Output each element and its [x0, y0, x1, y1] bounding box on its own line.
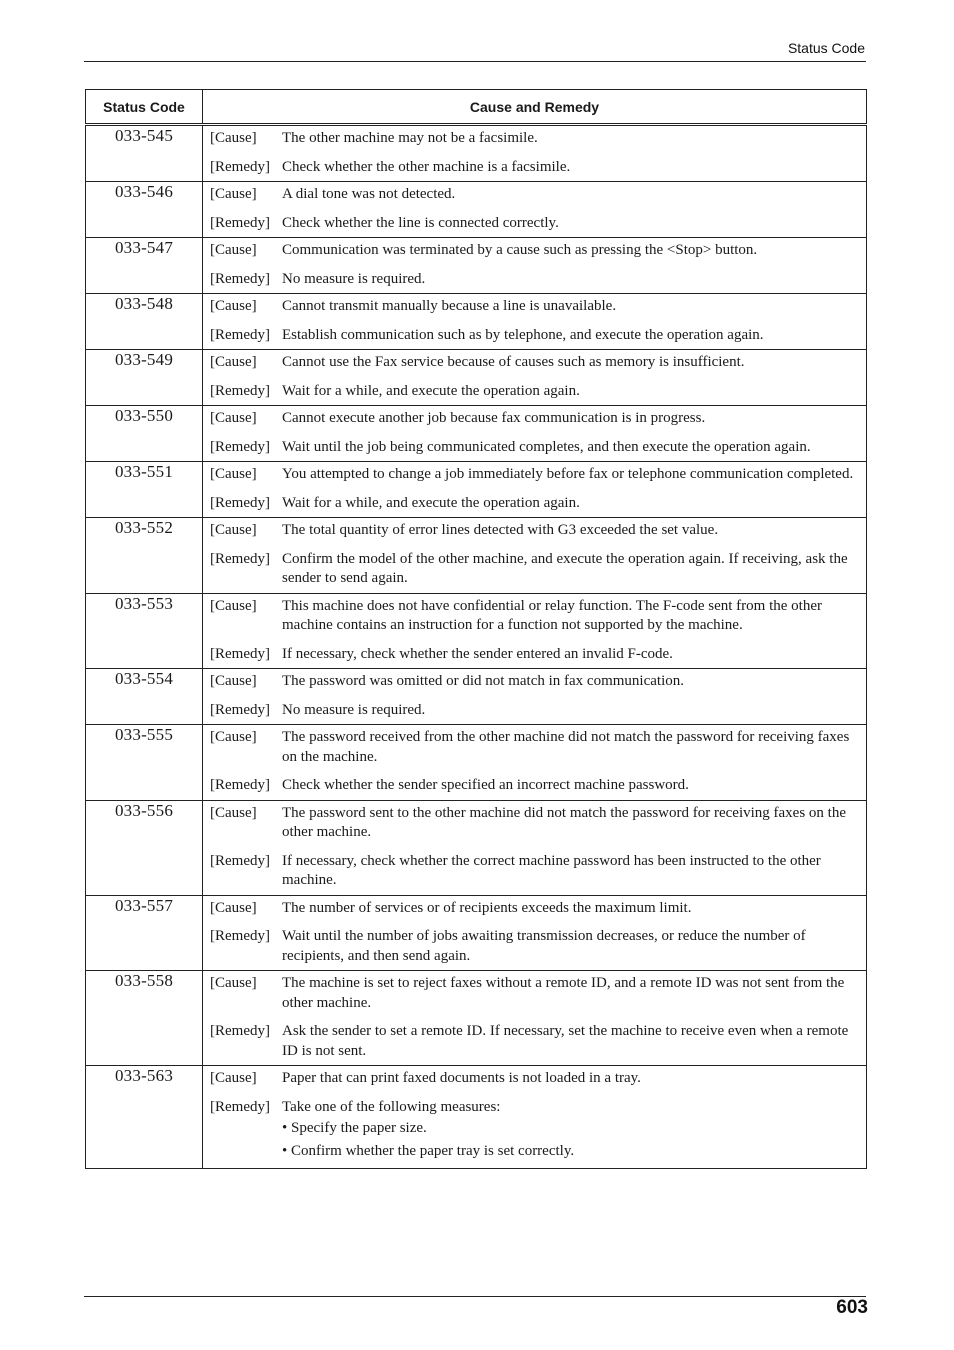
- cause-label: [Cause]: [210, 410, 257, 426]
- remedy-label: [Remedy]: [210, 550, 270, 567]
- footer-rule: [84, 1296, 866, 1297]
- table-header-row: [86, 90, 867, 125]
- remedy-line: [210, 776, 860, 796]
- cause-line: [210, 465, 860, 485]
- cause-label: [Cause]: [210, 1070, 257, 1086]
- cause-label: [Cause]: [210, 522, 257, 538]
- remedy-text: No measure is required.: [282, 270, 426, 287]
- remedy-line: [210, 927, 860, 966]
- status-code: 033-556: [86, 800, 203, 895]
- remedy-line: [210, 852, 860, 891]
- remedy-label: [Remedy]: [210, 928, 270, 944]
- table-row: [86, 518, 867, 594]
- remedy-line: [210, 494, 860, 514]
- cause-text: Cannot execute another job because fax communication is in progress.: [282, 410, 706, 426]
- table-row: [86, 125, 867, 182]
- status-code: 033-550: [86, 406, 203, 462]
- cause-and-remedy-cell: [203, 669, 867, 725]
- cause-text: The other machine may not be a facsimile.: [282, 130, 538, 146]
- remedy-line: [210, 1098, 860, 1165]
- remedy-text: Take one of the following measures:: [282, 1098, 501, 1115]
- table-row: [86, 462, 867, 518]
- cause-and-remedy-cell: [203, 125, 867, 182]
- status-code: 033-547: [86, 238, 203, 294]
- cause-text: Paper that can print faxed documents is not loaded in a tray.: [282, 1070, 641, 1086]
- remedy-line: [210, 214, 860, 234]
- cause-label: [Cause]: [210, 975, 257, 991]
- cause-line: [210, 1069, 860, 1089]
- cause-label: [Cause]: [210, 242, 257, 258]
- remedy-text: No measure is required.: [282, 701, 426, 718]
- remedy-label: [Remedy]: [210, 438, 270, 455]
- table-row: [86, 294, 867, 350]
- cause-line: [210, 672, 860, 692]
- remedy-label: [Remedy]: [210, 270, 270, 287]
- remedy-text: Confirm the model of the other machine, and execute the operation again. If receiving, ask the sender to send again.: [282, 550, 848, 586]
- cause-line: [210, 728, 860, 767]
- table-row: [86, 1066, 867, 1169]
- remedy-line: [210, 270, 860, 290]
- table-row: [86, 593, 867, 669]
- remedy-label: [Remedy]: [210, 326, 270, 343]
- remedy-label: [Remedy]: [210, 701, 270, 718]
- remedy-line: [210, 326, 860, 346]
- remedy-label: [Remedy]: [210, 777, 270, 793]
- remedy-text: If necessary, check whether the sender entered an invalid F-code.: [282, 645, 673, 662]
- remedy-text: If necessary, check whether the correct machine password has been instructed to the other machine.: [282, 852, 821, 888]
- cause-label: [Cause]: [210, 729, 257, 745]
- status-code: 033-557: [86, 895, 203, 971]
- cause-and-remedy-cell: [203, 182, 867, 238]
- cause-line: [210, 804, 860, 843]
- cause-text: Cannot use the Fax service because of causes such as memory is insufficient.: [282, 354, 745, 370]
- cause-and-remedy-cell: [203, 971, 867, 1066]
- cause-and-remedy-cell: [203, 518, 867, 594]
- cause-label: [Cause]: [210, 673, 257, 689]
- status-code: 033-548: [86, 294, 203, 350]
- cause-and-remedy-cell: [203, 1066, 867, 1169]
- cause-and-remedy-cell: [203, 593, 867, 669]
- remedy-label: [Remedy]: [210, 494, 270, 511]
- remedy-line: [210, 550, 860, 589]
- cause-text: The total quantity of error lines detected with G3 exceeded the set value.: [282, 522, 719, 538]
- status-code: 033-549: [86, 350, 203, 406]
- cause-text: The number of services or of recipients exceeds the maximum limit.: [282, 899, 692, 916]
- table-row: [86, 406, 867, 462]
- remedy-line: [210, 438, 860, 458]
- remedy-bullet-item: • Confirm whether the paper tray is set correctly.: [282, 1142, 860, 1162]
- cause-line: [210, 597, 860, 636]
- cause-line: [210, 241, 860, 261]
- cause-label: [Cause]: [210, 298, 257, 314]
- cause-line: [210, 521, 860, 541]
- remedy-text: Wait until the job being communicated completes, and then execute the operation again.: [282, 438, 811, 455]
- status-code: 033-558: [86, 971, 203, 1066]
- remedy-bullet-item: • Specify the paper size.: [282, 1119, 860, 1139]
- remedy-line: [210, 1022, 860, 1061]
- status-code: 033-554: [86, 669, 203, 725]
- table-row: [86, 725, 867, 801]
- cause-text: Communication was terminated by a cause such as pressing the <Stop> button.: [282, 242, 758, 258]
- table-body: [86, 125, 867, 1169]
- status-code: 033-553: [86, 593, 203, 669]
- remedy-label: [Remedy]: [210, 852, 270, 869]
- cause-and-remedy-cell: [203, 800, 867, 895]
- cause-and-remedy-cell: [203, 294, 867, 350]
- table-row: [86, 182, 867, 238]
- cause-label: [Cause]: [210, 899, 257, 916]
- column-header-cause-and-remedy: Cause and Remedy: [203, 90, 867, 125]
- remedy-label: [Remedy]: [210, 1023, 270, 1039]
- remedy-text: Check whether the line is connected correctly.: [282, 214, 559, 231]
- cause-label: [Cause]: [210, 597, 257, 614]
- cause-text: The machine is set to reject faxes without a remote ID, and a remote ID was not sent from the other machine.: [282, 975, 845, 1011]
- cause-line: [210, 974, 860, 1013]
- cause-and-remedy-cell: [203, 238, 867, 294]
- table-row: [86, 238, 867, 294]
- remedy-text: Ask the sender to set a remote ID. If necessary, set the machine to receive even when a remote ID is not sent.: [282, 1023, 849, 1059]
- status-code-table: [85, 89, 867, 1169]
- table-row: [86, 350, 867, 406]
- table-row: [86, 895, 867, 971]
- status-code: 033-551: [86, 462, 203, 518]
- remedy-text: Check whether the other machine is a facsimile.: [282, 158, 571, 175]
- table-row: [86, 800, 867, 895]
- remedy-line: [210, 382, 860, 402]
- remedy-label: [Remedy]: [210, 382, 270, 399]
- cause-line: [210, 297, 860, 317]
- status-code: 033-552: [86, 518, 203, 594]
- cause-label: [Cause]: [210, 354, 257, 370]
- cause-label: [Cause]: [210, 804, 257, 821]
- cause-line: [210, 185, 860, 205]
- remedy-label: [Remedy]: [210, 214, 270, 231]
- cause-text: You attempted to change a job immediately before fax or telephone communication completed.: [282, 466, 854, 482]
- status-code: 033-563: [86, 1066, 203, 1169]
- cause-and-remedy-cell: [203, 406, 867, 462]
- cause-line: [210, 409, 860, 429]
- remedy-bullet-list: [282, 1119, 860, 1161]
- cause-text: This machine does not have confidential or relay function. The F-code sent from the other machine contains an instruction for a function not supported by the machine.: [282, 597, 822, 633]
- cause-text: The password was omitted or did not match in fax communication.: [282, 673, 684, 689]
- cause-text: The password received from the other machine did not match the password for receiving faxes on the machine.: [282, 729, 850, 765]
- cause-and-remedy-cell: [203, 462, 867, 518]
- status-code: 033-546: [86, 182, 203, 238]
- page-number: 603: [836, 1297, 868, 1318]
- column-header-status-code: Status Code: [86, 90, 203, 125]
- running-header-title: Status Code: [787, 40, 865, 56]
- cause-and-remedy-cell: [203, 350, 867, 406]
- header-rule: [84, 61, 866, 62]
- cause-line: [210, 129, 860, 149]
- cause-label: [Cause]: [210, 186, 257, 202]
- cause-text: A dial tone was not detected.: [282, 186, 456, 202]
- remedy-text: Wait for a while, and execute the operation again.: [282, 494, 580, 511]
- table-row: [86, 669, 867, 725]
- cause-line: [210, 353, 860, 373]
- remedy-label: [Remedy]: [210, 645, 270, 662]
- status-code: 033-555: [86, 725, 203, 801]
- cause-and-remedy-cell: [203, 725, 867, 801]
- cause-label: [Cause]: [210, 130, 257, 146]
- cause-line: [210, 899, 860, 919]
- cause-and-remedy-cell: [203, 895, 867, 971]
- remedy-text: Check whether the sender specified an incorrect machine password.: [282, 777, 689, 793]
- remedy-line: [210, 645, 860, 665]
- remedy-text: Establish communication such as by telephone, and execute the operation again.: [282, 326, 764, 343]
- remedy-text: Wait until the number of jobs awaiting transmission decreases, or reduce the number of recipients, and then send again.: [282, 928, 806, 964]
- remedy-label: [Remedy]: [210, 1098, 270, 1115]
- remedy-line: [210, 701, 860, 721]
- remedy-text: Wait for a while, and execute the operation again.: [282, 382, 580, 399]
- status-code: 033-545: [86, 125, 203, 182]
- cause-text: The password sent to the other machine did not match the password for receiving faxes on the other machine.: [282, 804, 847, 840]
- cause-text: Cannot transmit manually because a line is unavailable.: [282, 298, 617, 314]
- table-row: [86, 971, 867, 1066]
- remedy-label: [Remedy]: [210, 158, 270, 175]
- cause-label: [Cause]: [210, 466, 257, 482]
- remedy-line: [210, 158, 860, 178]
